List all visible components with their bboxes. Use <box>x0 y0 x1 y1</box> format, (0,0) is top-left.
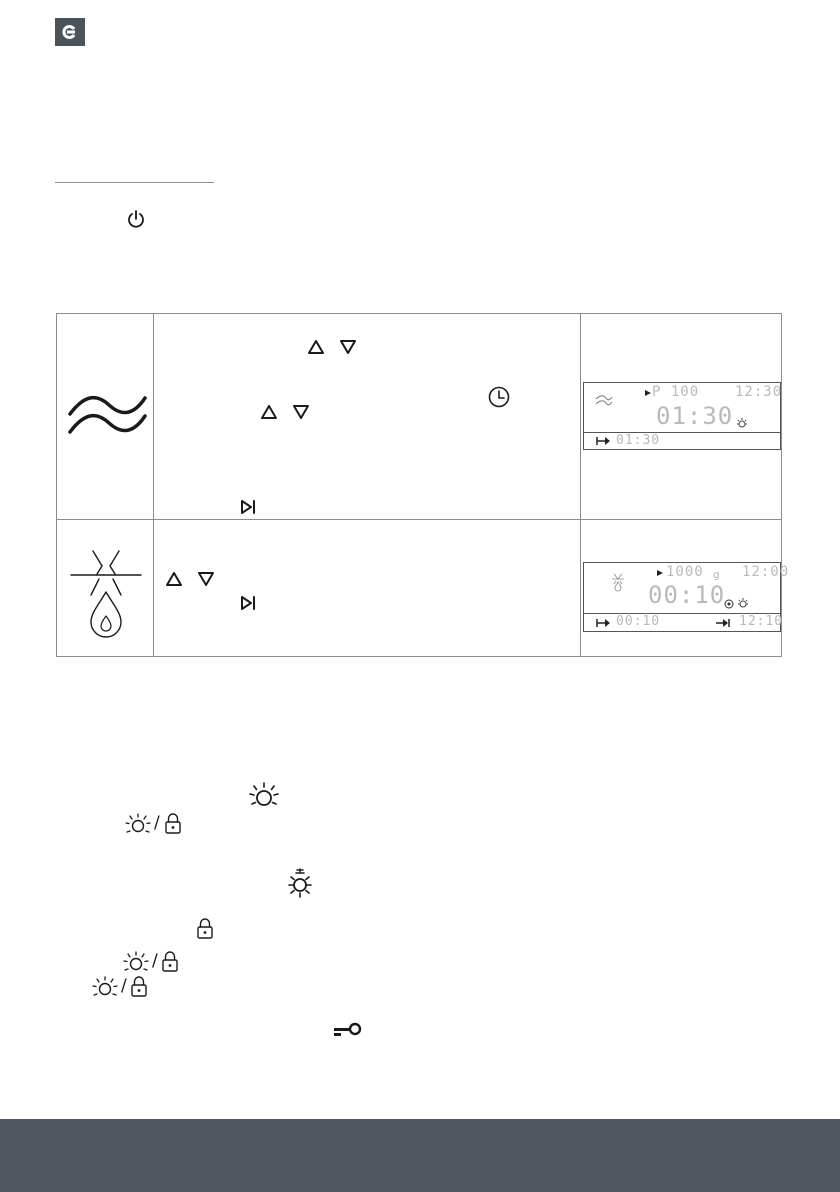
light-icon <box>248 781 280 809</box>
display-defrost-icon <box>612 573 624 591</box>
display-clock: 12:00 <box>742 564 790 580</box>
display-duration: 01:30 <box>616 433 661 448</box>
light-bulb-icon <box>287 868 313 898</box>
up-arrow-icon <box>165 571 183 587</box>
duration-icon <box>596 619 610 627</box>
defrost-program-table <box>56 313 790 657</box>
display-main-time: 00:10 <box>648 581 726 609</box>
light-icon <box>122 950 150 974</box>
display-end-time: 12:10 <box>739 614 784 629</box>
display-duration: 00:10 <box>616 614 661 629</box>
duration-icon <box>596 437 610 445</box>
display-clock: 12:30 <box>735 384 783 400</box>
separator-slash: / <box>121 976 127 996</box>
power-icon <box>126 209 146 229</box>
display-light-icon <box>736 417 748 429</box>
skip-next-icon <box>240 499 256 515</box>
clock-icon <box>488 386 510 408</box>
down-arrow-icon <box>197 571 215 587</box>
key-icon <box>333 1021 363 1041</box>
lock-icon <box>196 918 214 940</box>
skip-next-icon <box>240 595 256 611</box>
defrost-waves-icon <box>67 392 147 436</box>
display-main-time: 01:30 <box>656 402 734 430</box>
display-weight: 1000 <box>666 564 704 580</box>
display-light-icon <box>737 597 749 609</box>
display-weight-unit: g <box>713 568 721 581</box>
light-icon <box>91 975 119 999</box>
lock-icon <box>130 976 148 998</box>
oven-display-panel <box>583 382 781 450</box>
oven-display-panel <box>583 562 790 632</box>
down-arrow-icon <box>292 404 310 420</box>
up-arrow-icon <box>307 339 325 355</box>
separator-slash: / <box>152 951 158 971</box>
brand-logo-icon <box>55 18 85 46</box>
display-program: P 100 <box>652 384 700 400</box>
up-arrow-icon <box>260 404 278 420</box>
separator-slash: / <box>154 813 160 833</box>
display-defrost-icon <box>595 395 613 405</box>
lock-icon <box>161 951 179 973</box>
display-fan-icon <box>724 599 734 609</box>
end-time-icon <box>716 619 730 627</box>
section-rule <box>55 182 214 183</box>
display-indicator-arrow <box>645 390 651 396</box>
snowflake-drop-icon <box>71 546 141 638</box>
footer-band <box>0 1119 840 1192</box>
display-indicator-arrow <box>657 570 663 576</box>
light-icon <box>124 812 152 836</box>
down-arrow-icon <box>339 339 357 355</box>
lock-icon <box>164 813 182 835</box>
